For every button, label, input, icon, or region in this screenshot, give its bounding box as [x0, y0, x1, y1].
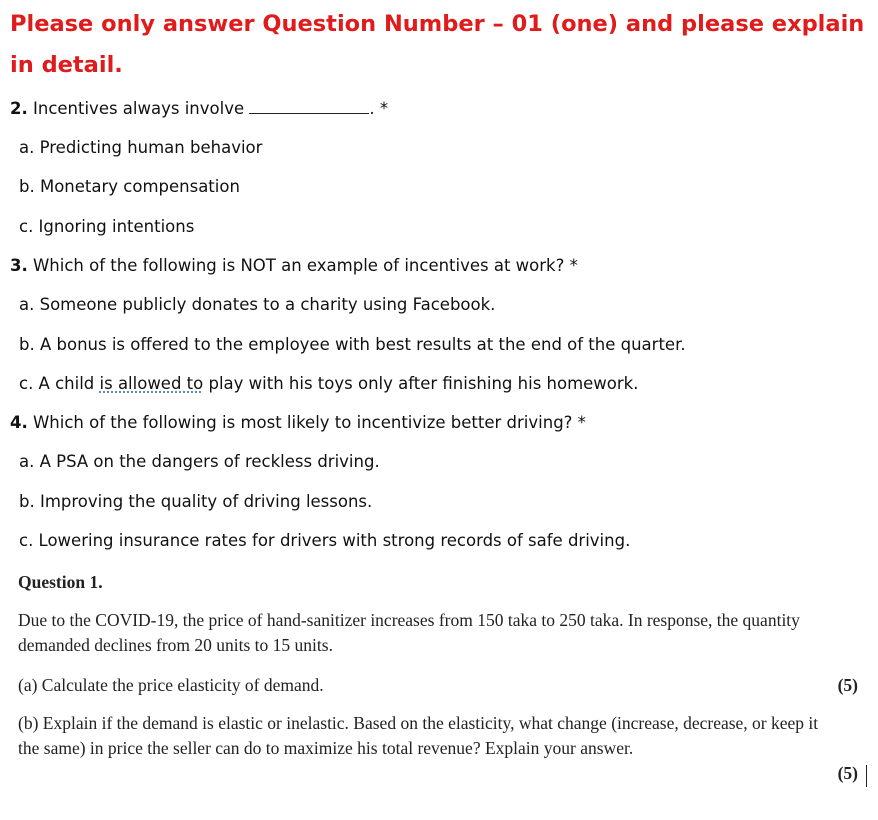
option-text-rest: play with his toys only after finishing his homework. [203, 374, 639, 393]
option-3c [19, 373, 639, 395]
option-2a: a. Predicting human behavior [19, 138, 263, 157]
question-4 [10, 412, 586, 434]
option-3a: a. Someone publicly donates to a charity using Facebook. [19, 295, 496, 314]
question-3 [10, 255, 578, 277]
option-2b: b. Monetary compensation [19, 177, 240, 196]
question-text: Incentives always involve [27, 99, 250, 118]
option-3b: b. A bonus is offered to the employee with best results at the end of the quarter. [19, 335, 686, 354]
question-number: 2. [10, 99, 28, 118]
option-4a: a. A PSA on the dangers of reckless driving. [19, 452, 380, 471]
option-4b: b. Improving the quality of driving lessons. [19, 492, 373, 511]
option-4c: c. Lowering insurance rates for drivers with strong records of safe driving. [19, 531, 631, 550]
fill-in-blank [249, 99, 369, 114]
part-a-marks: (5) [837, 675, 858, 695]
question-1-part-b: (b) Explain if the demand is elastic or inelastic. Based on the elasticity, what change (increase, decrease, or keep it the same) in price the seller can do to maximize his total revenue? Explain your answer. [18, 713, 819, 758]
question-1-intro: Due to the COVID-19, the price of hand-sanitizer increases from 150 taka to 250 taka. In response, the quantity demanded declines from 20 units to 15 units. [18, 610, 800, 655]
question-number: 3. [10, 256, 28, 275]
question-text-suffix: . * [369, 99, 389, 118]
question-text: Which of the following is most likely to incentivize better driving? * [27, 413, 586, 432]
instruction-heading: Please only answer Question Number – 01 (one) and please explain in detail. [10, 11, 865, 78]
part-b-marks: (5) [837, 763, 858, 783]
option-text: c. A child [19, 374, 100, 393]
question-text: Which of the following is NOT an example of incentives at work? * [27, 256, 578, 275]
grammar-flagged-phrase[interactable]: is allowed to [99, 374, 204, 393]
question-1-title: Question 1. [18, 572, 103, 592]
question-2 [10, 98, 388, 120]
text-cursor [866, 765, 867, 787]
option-2c: c. Ignoring intentions [19, 217, 195, 236]
question-number: 4. [10, 413, 28, 432]
question-1-part-a: (a) Calculate the price elasticity of demand. [18, 675, 324, 695]
